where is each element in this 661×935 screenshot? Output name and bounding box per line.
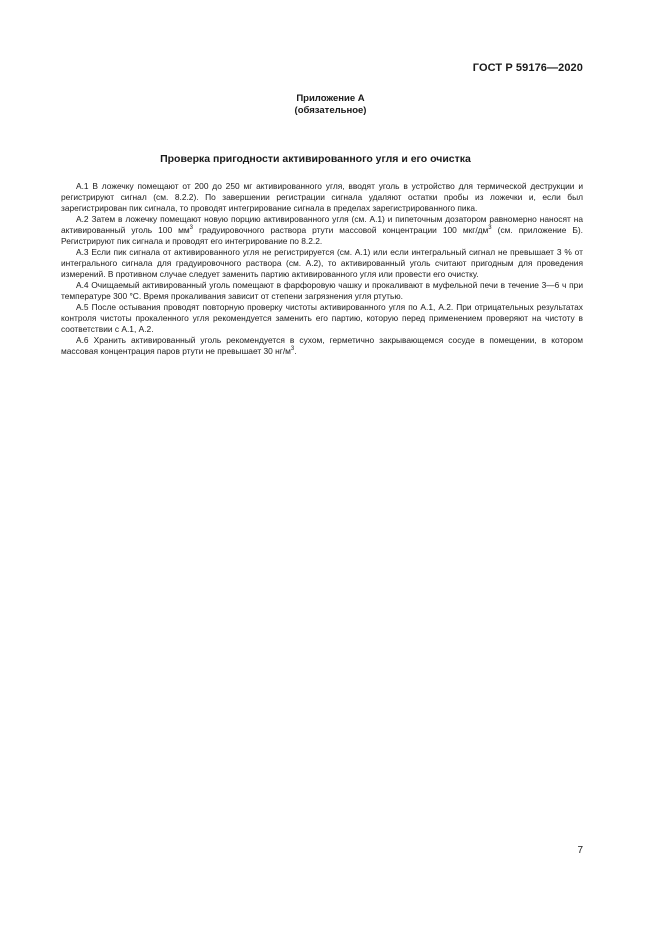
paragraph-a6-text-2: .	[294, 346, 297, 356]
paragraph-a4: А.4 Очищаемый активированный уголь помещают в фарфоровую чашку и прокаливают в муфельной печи в течение 3—6 ч при температуре 300 °С. Время прокаливания зависит от степени загрязнения угля ртутью.	[61, 280, 583, 301]
paragraph-a2-text-2: градуировочного раствора ртути массовой концентрации 100 мкг/дм	[193, 225, 489, 235]
standard-code-header: ГОСТ Р 59176—2020	[472, 62, 583, 74]
page-number: 7	[577, 845, 583, 856]
superscript-cubic: 3	[290, 346, 295, 353]
paragraph-a2	[61, 214, 583, 247]
section-title: Проверка пригодности активированного угля и его очистка	[160, 153, 471, 165]
superscript-cubic: 3	[488, 225, 492, 232]
superscript-cubic: 3	[189, 225, 193, 232]
paragraph-a1: А.1 В ложечку помещают от 200 до 250 мг активированного угля, вводят уголь в устройство для термической деструкции и регистрируют сигнал (см. 8.2.2). По завершении регистрации сигнала удаляют остатки пробы из ложечки и, если был зарегистрирован пик сигнала, то проводят интегрирование сигнала в пределах зарегистрированного пика.	[61, 181, 583, 213]
paragraph-a5: А.5 После остывания проводят повторную проверку чистоты активированного угля по А.1, А.2. При отрицательных результатах контроля чистоты прокаленного угля рекомендуется заменить его партию, которую перед применением проверяют на чистоту в соответствии с А.1, А.2.	[61, 302, 583, 334]
annex-title: Приложение А	[296, 93, 365, 104]
paragraph-a3: А.3 Если пик сигнала от активированного угля не регистрируется (см. А.1) или если интегральный сигнал не превышает 3 % от интегрального сигнала для градуировочного раствора (см. А.2), то активированный уголь считают пригодным для проведения измерений. В противном случае следует заменить партию активированного угля или провести его очистку.	[61, 247, 583, 279]
annex-body	[61, 181, 583, 357]
paragraph-a6	[61, 335, 583, 357]
annex-heading	[0, 93, 661, 116]
paragraph-a2-text-1: А.2 Затем в ложечку помещают новую порцию активированного угля (см. А.1) и пипеточным дозатором равномерно наносят на активированный уголь 100 мм	[61, 214, 583, 235]
annex-status: (обязательное)	[294, 104, 367, 116]
paragraph-a6-text-1: А.6 Хранить активированный уголь рекомендуется в сухом, герметично закрывающемся сосуде в помещении, в котором массовая концентрация паров ртути не превышает 30 нг/м	[61, 335, 583, 356]
paragraph-a2-text-3: (см. приложение Б). Регистрируют пик сигнала и проводят его интегрирование по 8.2.2.	[61, 225, 583, 246]
